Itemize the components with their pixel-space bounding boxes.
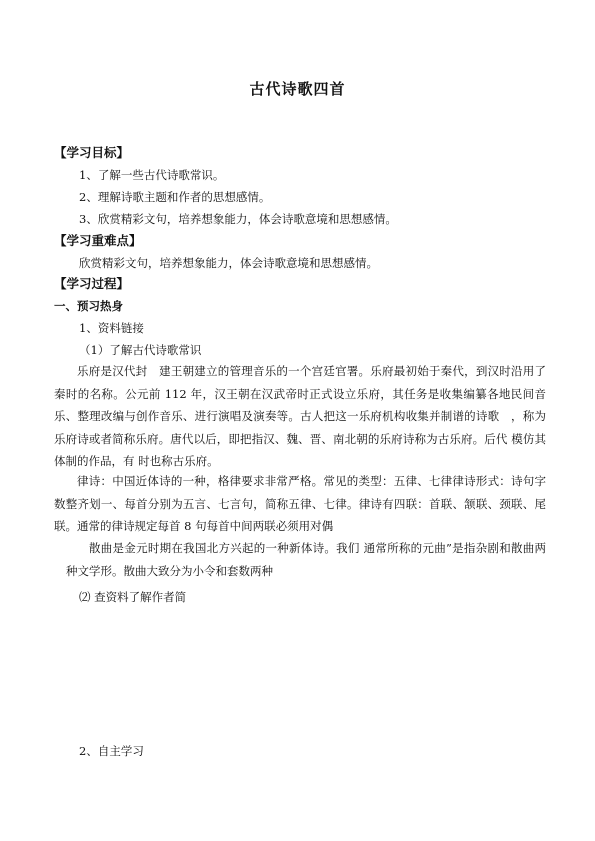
key-points-heading: 【学习重难点】 [54, 233, 142, 248]
page-title: 古代诗歌四首 [249, 80, 346, 98]
materials-link-item: 1、资料链接 [79, 321, 144, 335]
self-study-item: 2、自主学习 [79, 744, 144, 758]
lvshi-paragraph: 律诗：中国近体诗的一种，格律要求非常严格。常见的类型：五律、七律律诗形式：诗句字数整齐划一、每首分别为五言、七言句，简称五律、七律。律诗有四联：首联、颔联、颈联、尾联。通常的律诗规定每首 8 句每首中间两联必须用对偶 [54, 474, 546, 533]
poetry-knowledge-subitem: （1）了解古代诗歌常识 [79, 343, 202, 357]
preview-heading: 一、预习热身 [54, 299, 123, 313]
author-research-subitem: ⑵ 查资料了解作者简 [79, 590, 187, 604]
goal-item-1: 1、了解一些古代诗歌常识。 [79, 168, 225, 182]
process-heading: 【学习过程】 [54, 276, 130, 291]
goal-item-2: 2、理解诗歌主题和作者的思想感情。 [79, 190, 271, 204]
key-points-text: 欣赏精彩文句，培养想象能力，体会诗歌意境和思想感情。 [79, 256, 378, 270]
sanqu-paragraph: 散曲是金元时期在我国北方兴起的一种新体诗。我们 通常所称的元曲”是指杂剧和散曲两种文学形。散曲大致分为小令和套数两种 [66, 541, 546, 578]
goal-item-3: 3、欣赏精彩文句，培养想象能力，体会诗歌意境和思想感情。 [79, 212, 397, 226]
goals-heading: 【学习目标】 [54, 145, 130, 160]
yuefu-paragraph: 乐府是汉代封 建王朝建立的管理音乐的一个宫廷官署。乐府最初始于秦代，到汉时沿用了秦时的名称。公元前 112 年，汉王朝在汉武帝时正式设立乐府，其任务是收集编纂各地民间音乐、整理改编与创作音乐、进行演唱及演奏等。古人把这一乐府机构收集并制谱的诗歌 ，称为乐府诗或者简称乐府。唐代以后，即把指汉、魏、晋、南北朝的乐府诗称为古乐府。后代 模仿其体制的作品，有 时也称古乐府。 [54, 364, 546, 468]
